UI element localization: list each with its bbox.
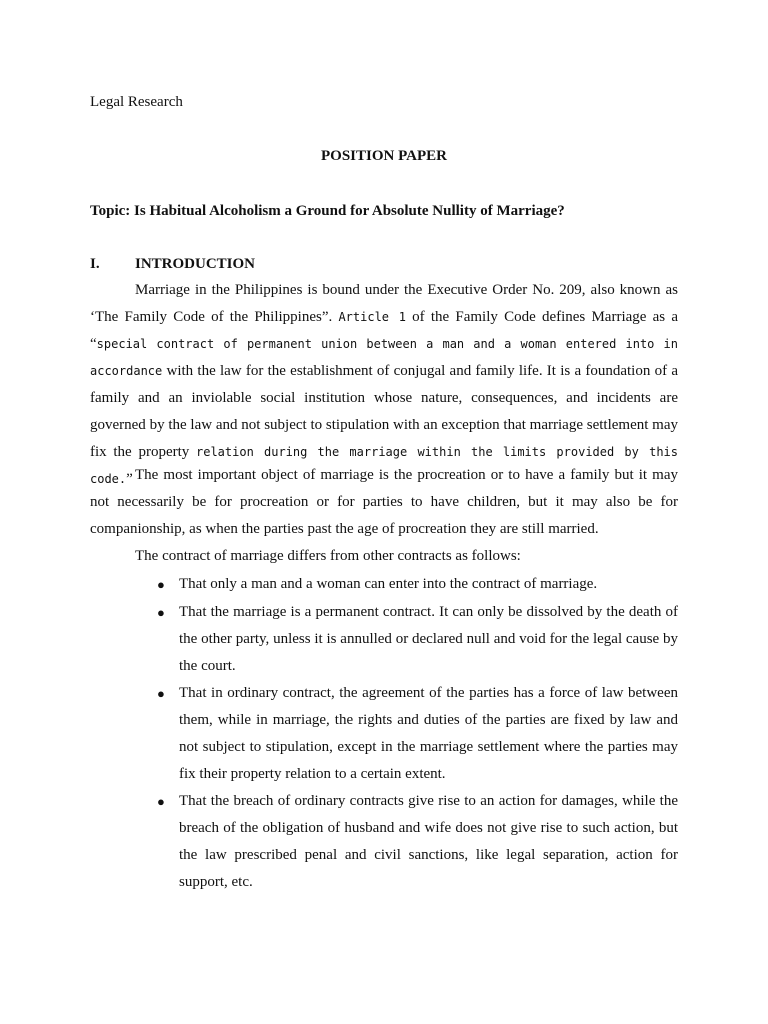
paragraph-text: ” [126,471,133,487]
bullet-icon: ● [157,577,165,592]
bullet-icon: ● [157,794,165,809]
list-item-text: That only a man and a woman can enter into the contract of marriage. [179,576,598,592]
list-item [157,599,678,680]
document-title: POSITION PAPER [321,148,447,164]
paragraph-object-of-marriage [90,462,678,543]
paragraph-contract-differences [90,543,678,570]
paragraph-text: The contract of marriage differs from other contracts as follows: [135,548,521,564]
bullet-icon: ● [157,605,165,620]
list-item [157,571,678,598]
paragraph-text: The most important object of marriage is the procreation or to have a family but it may not necessarily be for procreation or for parties to have children, but it may also be for companionship, as when the parties past the age of procreation they are still married. [90,467,678,537]
paragraph-text: Marriage in the Philippines is bound under the Executive Order No. 209, also known as ‘The Family Code of the Philippines”. [90,282,678,325]
list-item-text: That the breach of ordinary contracts give rise to an action for damages, while the breach of the obligation of husband and wife does not give rise to such action, but the law prescribed penal and civil sanctions, like legal separation, action for support, etc. [179,793,678,890]
quoted-definition: with the law for the establishment of conjugal and family life. It is a foundation of a family and an inviolable social institution whose nature, consequences, and incidents are governed by the law and not subject to stipulation with an exception that marriage settlement may fix the property [90,363,678,460]
list-item [157,788,678,896]
document-topic: Topic: Is Habitual Alcoholism a Ground for Absolute Nullity of Marriage? [90,203,565,219]
paragraph-text: of the Family Code defines Marriage as a “ [90,309,679,352]
section-title: INTRODUCTION [135,256,256,272]
paragraph-text: Article 1 [338,310,406,324]
document-header: Legal Research [90,94,183,110]
quoted-definition: relation during the marriage within the limits provided by this code. [90,445,678,486]
list-item [157,680,678,788]
quoted-definition: special contract of permanent union between a man and a woman entered into in accordance [90,337,678,378]
list-item-text: That the marriage is a permanent contract. It can only be dissolved by the death of the other party, unless it is annulled or declared null and void for the legal cause by the court. [179,604,678,674]
section-number: I. [90,256,100,272]
paragraph-introduction [90,277,678,493]
bullet-icon: ● [157,686,165,701]
list-item-text: That in ordinary contract, the agreement of the parties has a force of law between them, while in marriage, the rights and duties of the parties are fixed by law and not subject to stipulation, except in the marriage settlement where the parties may fix their property relation to a certain extent. [179,685,678,782]
